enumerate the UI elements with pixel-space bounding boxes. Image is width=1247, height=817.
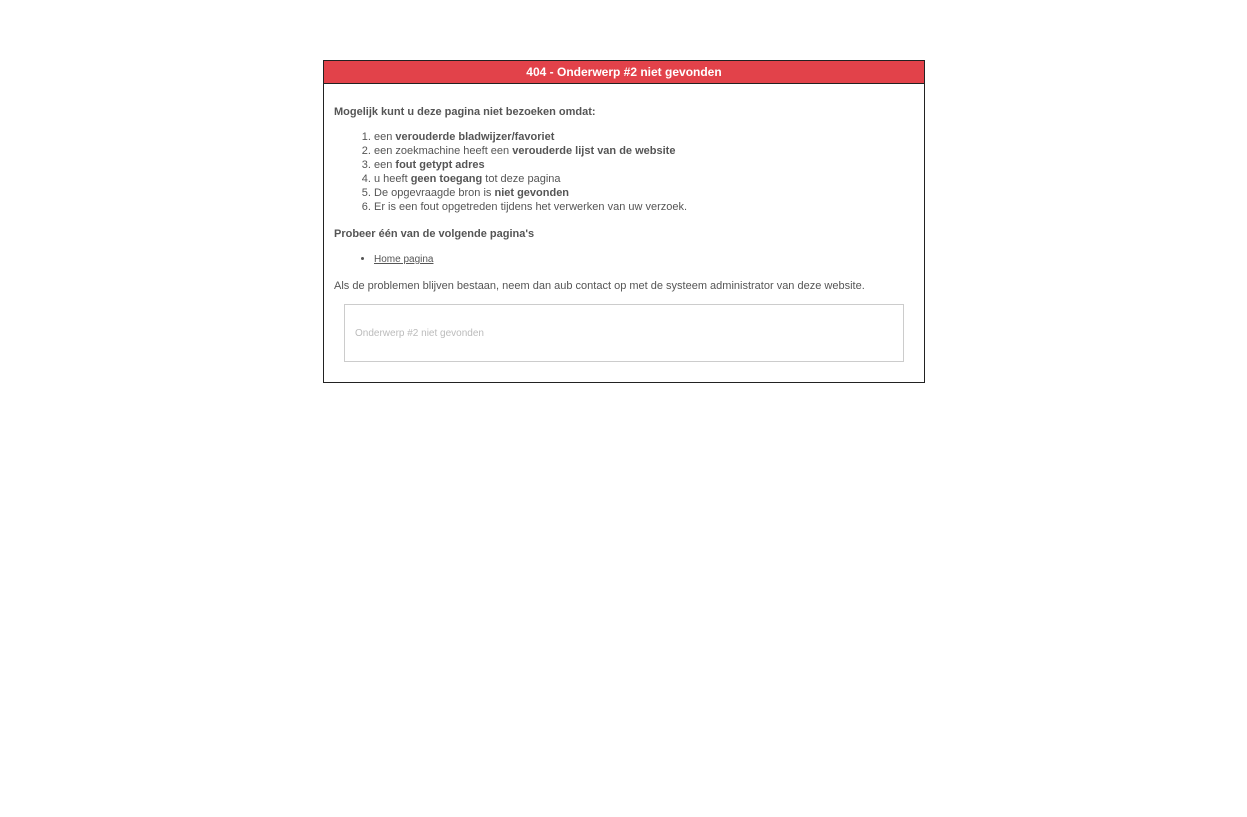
error-title: 404 - Onderwerp #2 niet gevonden: [324, 61, 924, 84]
reason-item: 4. u heeft geen toegang tot deze pagina: [374, 172, 914, 186]
error-body: [324, 84, 924, 382]
reason-item: 2. een zoekmachine heeft een verouderde lijst van de website: [374, 144, 914, 158]
error-detail-message: Onderwerp #2 niet gevonden: [355, 327, 484, 339]
pages-heading: Probeer één van de volgende pagina's: [334, 228, 535, 240]
reasons-list: [334, 130, 914, 214]
contact-note: Als de problemen blijven bestaan, neem dan aub contact op met de systeem administrator van deze website.: [334, 280, 865, 292]
reason-item: 1. een verouderde bladwijzer/favoriet: [374, 130, 914, 144]
reason-item: 6. Er is een fout opgetreden tijdens het verwerken van uw verzoek.: [374, 200, 914, 214]
reasons-heading: Mogelijk kunt u deze pagina niet bezoeken omdat:: [334, 106, 596, 118]
reason-item: 5. De opgevraagde bron is niet gevonden: [374, 186, 914, 200]
pages-list: [334, 252, 914, 267]
error-detail-box: [344, 304, 904, 362]
list-item: [374, 252, 914, 267]
reason-item: 3. een fout getypt adres: [374, 158, 914, 172]
home-page-link[interactable]: Home pagina: [374, 254, 434, 265]
error-panel: [323, 60, 925, 383]
